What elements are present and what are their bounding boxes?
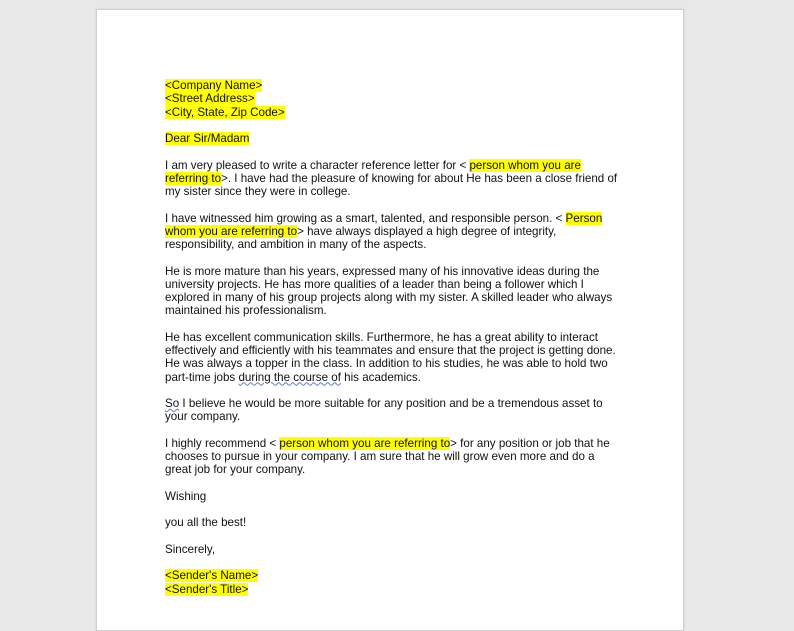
text-run: > for any position or job that he bbox=[450, 436, 610, 450]
text-line bbox=[165, 238, 617, 251]
text-run: you all the best! bbox=[165, 516, 247, 530]
highlighted-placeholder: referring to bbox=[165, 171, 222, 185]
blank-line bbox=[165, 318, 617, 331]
highlighted-placeholder: person whom you are bbox=[469, 158, 581, 172]
text-run: chooses to pursue in your company. I am sure that he will grow even more and do a bbox=[165, 450, 595, 463]
blank-line bbox=[165, 145, 617, 158]
blank-line bbox=[165, 556, 617, 569]
text-run: Wishing bbox=[165, 489, 207, 503]
text-run: maintained his professionalism. bbox=[165, 304, 327, 318]
text-run: Sincerely, bbox=[165, 542, 216, 556]
text-line bbox=[165, 450, 617, 463]
text-line bbox=[165, 569, 617, 582]
grammar-flagged-text: during the course of bbox=[238, 370, 341, 384]
text-line bbox=[165, 397, 617, 410]
highlighted-placeholder: Person bbox=[565, 211, 603, 225]
highlighted-placeholder: <Sender's Name> bbox=[165, 569, 259, 583]
highlighted-placeholder: person whom you are referring to bbox=[279, 436, 451, 450]
text-run: He has excellent communication skills. Furthermore, he has a great ability to interact bbox=[165, 330, 599, 344]
text-line bbox=[165, 278, 617, 291]
text-line bbox=[165, 490, 617, 503]
blank-line bbox=[165, 477, 617, 490]
highlighted-placeholder: whom you are referring to bbox=[165, 224, 298, 238]
text-line bbox=[165, 371, 617, 384]
text-run: explored in many of his group projects along with my sister. A skilled leader who always bbox=[165, 291, 613, 304]
text-line bbox=[165, 344, 617, 357]
text-line bbox=[165, 543, 617, 556]
text-line bbox=[165, 265, 617, 278]
blank-line bbox=[165, 530, 617, 543]
text-line bbox=[165, 225, 617, 238]
document-page bbox=[96, 9, 684, 631]
text-line bbox=[165, 291, 617, 304]
blank-line bbox=[165, 119, 617, 132]
text-run: responsibility, and ambition in many of the aspects. bbox=[165, 238, 427, 251]
text-line bbox=[165, 159, 617, 172]
text-line bbox=[165, 516, 617, 529]
text-line bbox=[165, 410, 617, 423]
text-run: effectively and efficiently with his teammates and ensure that the project is getting done. bbox=[165, 344, 616, 357]
highlighted-placeholder: <City, State, Zip Code> bbox=[165, 105, 285, 119]
text-line bbox=[165, 212, 617, 225]
text-line bbox=[165, 79, 617, 92]
text-run: his academics. bbox=[340, 370, 421, 384]
text-line bbox=[165, 357, 617, 370]
text-line bbox=[165, 132, 617, 145]
highlighted-placeholder: <Street Address> bbox=[165, 92, 255, 106]
text-line bbox=[165, 437, 617, 450]
text-line bbox=[165, 172, 617, 185]
text-line bbox=[165, 185, 617, 198]
text-line bbox=[165, 331, 617, 344]
text-run: part-time jobs bbox=[165, 370, 239, 384]
text-line bbox=[165, 106, 617, 119]
text-line bbox=[165, 304, 617, 317]
blank-line bbox=[165, 503, 617, 516]
text-run: I have witnessed him growing as a smart, talented, and responsible person. < bbox=[165, 211, 566, 225]
text-run: your company. bbox=[165, 410, 241, 424]
text-line bbox=[165, 463, 617, 476]
highlighted-placeholder: <Sender's Title> bbox=[165, 582, 249, 596]
text-run: He is more mature than his years, expressed many of his innovative ideas during the bbox=[165, 264, 600, 278]
text-run: my sister since they were in college. bbox=[165, 185, 351, 198]
blank-line bbox=[165, 384, 617, 397]
highlighted-placeholder: Dear Sir/Madam bbox=[165, 132, 250, 145]
highlighted-placeholder: <Company Name> bbox=[165, 79, 263, 92]
text-run: university projects. He has more qualities of a leader than being a follower which I bbox=[165, 277, 584, 291]
text-run: I highly recommend < bbox=[165, 436, 280, 450]
text-run: >. I have had the pleasure of knowing for about He has been a close friend of bbox=[221, 171, 618, 185]
blank-line bbox=[165, 198, 617, 211]
letter-body[interactable] bbox=[165, 79, 617, 596]
text-run: He was always a topper in the class. In addition to his studies, he was able to hold two bbox=[165, 357, 608, 371]
text-run: > have always displayed a high degree of integrity, bbox=[297, 224, 557, 238]
blank-line bbox=[165, 424, 617, 437]
text-line bbox=[165, 583, 617, 596]
text-run: I believe he would be more suitable for any position and be a tremendous asset to bbox=[179, 397, 603, 410]
blank-line bbox=[165, 251, 617, 264]
text-line bbox=[165, 92, 617, 105]
text-run: great job for your company. bbox=[165, 463, 306, 477]
grammar-flagged-text: So bbox=[165, 397, 180, 410]
text-run: I am very pleased to write a character reference letter for < bbox=[165, 158, 470, 172]
